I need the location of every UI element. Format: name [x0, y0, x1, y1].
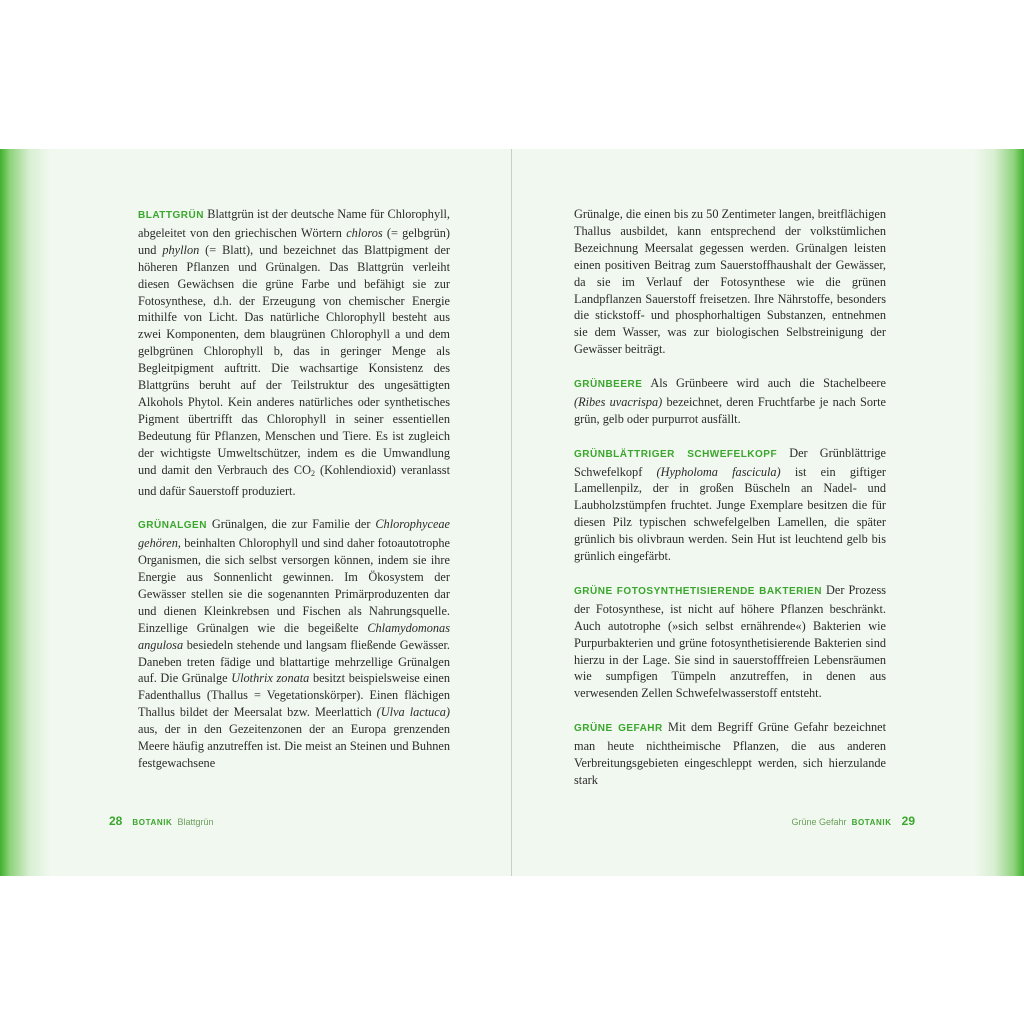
running-topic: Blattgrün — [177, 817, 214, 827]
entry-gruene-bakterien — [574, 582, 886, 702]
entry-gruene-gefahr — [574, 719, 886, 789]
subscript: 2 — [311, 468, 315, 478]
body-text: Als Grünbeere wird auch die Stachelbeere — [650, 376, 886, 391]
entry-gruenbeere — [574, 375, 886, 428]
body-text: (= gelbgrün) und — [138, 225, 450, 257]
entry-heading: BLATTGRÜN — [138, 210, 204, 221]
body-text: Mit dem Begriff Grüne Gefahr bezeichnet man heute nichtheimische Pflanzen, die aus anderen Verbreitungsgebieten eingeschleppt werden, sich hierzulande stark — [574, 720, 887, 787]
italic-term: chloros — [346, 225, 383, 240]
body-text: Der Grünblättrige Schwefelkopf — [574, 445, 887, 479]
entry-gruenalgen — [138, 516, 450, 772]
body-text: Grünalge, die einen bis zu 50 Zentimeter langen, breitflächigen Thallus ausbildet, kann entsprechend der volkstümlichen Bezeichnung Meersalat gegessen werden. Grünalgen leisten einen positiven Beitrag zum Sauerstoffhaushalt der Gewässer, da sie im Verlauf der Fotosynthese wie die grünen Landpflanzen Sauerstoff freisetzen. Ihre Nährstoffe, besonders die stickstoff- und phosphorhaltigen Substanzen, entnehmen sie dem Wasser, was zur biologischen Selbstreinigung der Gewässer beiträgt. — [574, 207, 886, 357]
book-spread — [0, 149, 1024, 876]
left-page-footer — [109, 814, 213, 828]
entry-heading: GRÜNE GEFAHR — [574, 723, 663, 735]
body-text: besitzt beispielsweise einen Fadenthallus (Thallus = Vegetationskörper). Einen flächigen Thallus bildet der Meersalat bzw. Meerlattich — [138, 671, 450, 720]
italic-term: (Ulva lactuca) — [376, 705, 450, 720]
right-page-footer — [792, 814, 915, 828]
body-text: , beinhalten Chlorophyll und sind daher fotoautotrophe Organismen, die sich selbst versorgen können, indem sie ihre Energie aus Sonnenlicht gewinnen. Im Ökosystem der Gewässer stellen sie die sogenannten Primärproduzenten dar und dienen Kleinkrebsen und Fischen als Nahrungsquelle. Einzellige Grünalgen wie die begeißelte — [138, 536, 450, 635]
body-text: (= Blatt), und bezeichnet das Blattpigment der höheren Pflanzen und Grünalgen. Das Blattgrün verleiht diesen Gewächsen die grüne Farbe und befähigt sie zur Fotosynthese, d.h. der Erzeugung von chemischer Energie mithilfe von Licht. Das natürliche Chlorophyll besteht aus zwei Komponenten, dem blaugrünen Chlorophyll a und dem gelbgrünen Chlorophyll b, das in geringer Menge als Begleitpigment auftritt. Die wachsartige Konsistenz des Blattgrüns beruht auf der Teilstruktur des ungesättigten Alkohols Phytol. Kein anderes natürliches oder synthetisches Pigment übertrifft das Chlorophyll in seiner essentiellen Bedeutung für Pflanzen, Menschen und Tiere. Es ist zugleich der wichtigste Umweltschützer, indem es die Umwandlung und damit den Verbrauch des CO — [138, 242, 450, 477]
italic-term: Chlorophyceae gehören — [138, 517, 451, 551]
italic-term: Ulothrix zonata — [231, 671, 310, 686]
body-text: bezeichnet, deren Fruchtfarbe je nach Sorte grün, gelb oder purpurrot ausfällt. — [574, 394, 886, 426]
entry-gruenalgen-continued — [574, 206, 886, 358]
page-gutter — [511, 149, 512, 876]
left-page-text — [138, 206, 450, 789]
entry-heading: GRÜNBEERE — [574, 379, 643, 391]
right-page-text — [574, 206, 886, 806]
running-topic: Grüne Gefahr — [791, 817, 847, 827]
entry-heading: GRÜNE FOTOSYNTHETISIERENDE BAKTERIEN — [574, 585, 823, 597]
body-text: Der Prozess der Fotosynthese, ist nicht auf höhere Pflanzen beschränkt. Auch autotrophe (»sich selbst ernährende«) Bakterien wie Purpurbakterien und grüne fotosynthetisierende Bakterien sind hierzu in der Lage. Sie sind in sauerstofffreien Lebensräumen wie sumpfigen Tümpeln anzutreffen, in denen aus verwesenden Zellen Schwefelwasserstoff entsteht. — [574, 582, 887, 701]
body-text: Grünalgen, die zur Familie der — [211, 517, 376, 532]
italic-term: Chlamydomonas angulosa — [138, 620, 450, 652]
body-text: ist ein giftiger Lamellenpilz, der in großen Büscheln an Nadel- und Laubholzstümpfen fruchtet. Junge Exemplare besitzen die für diesen Pilz typischen schwefelgelben Lamellen, die später grünlich bis olivbraun werden. Sein Hut ist leuchtend gelb bis grünlich eingefärbt. — [574, 464, 887, 564]
body-text: (Kohlendioxid) veranlasst und dafür Sauerstoff produziert. — [138, 462, 450, 498]
body-text: aus, der in den Gezeitenzonen der an Europa grenzenden Meere häufig anzutreffen ist. Die meist an Steinen und Buhnen festgewachsene — [138, 722, 450, 770]
entry-heading: GRÜNALGEN — [138, 520, 207, 532]
page-number: 28 — [109, 814, 123, 828]
section-label: BOTANIK — [132, 818, 173, 827]
body-text: Blattgrün ist der deutsche Name für Chlorophyll, abgeleitet von den griechischen Wörtern — [138, 207, 450, 240]
entry-heading: GRÜNBLÄTTRIGER SCHWEFELKOPF — [574, 448, 778, 460]
entry-blattgruen — [138, 206, 450, 499]
italic-term: phyllon — [162, 242, 200, 257]
italic-term: (Ribes uvacrispa) — [574, 394, 663, 409]
italic-term: (Hypholoma fascicula) — [656, 464, 781, 479]
body-text: besiedeln stehende und langsam fließende Gewässer. Daneben treten fädige und blattartige mehrzellige Grünalgen auf. Die Grünalge — [138, 637, 450, 686]
entry-gruenblaettriger-schwefelkopf — [574, 445, 886, 565]
page-number: 29 — [901, 814, 915, 828]
section-label: BOTANIK — [851, 818, 892, 827]
